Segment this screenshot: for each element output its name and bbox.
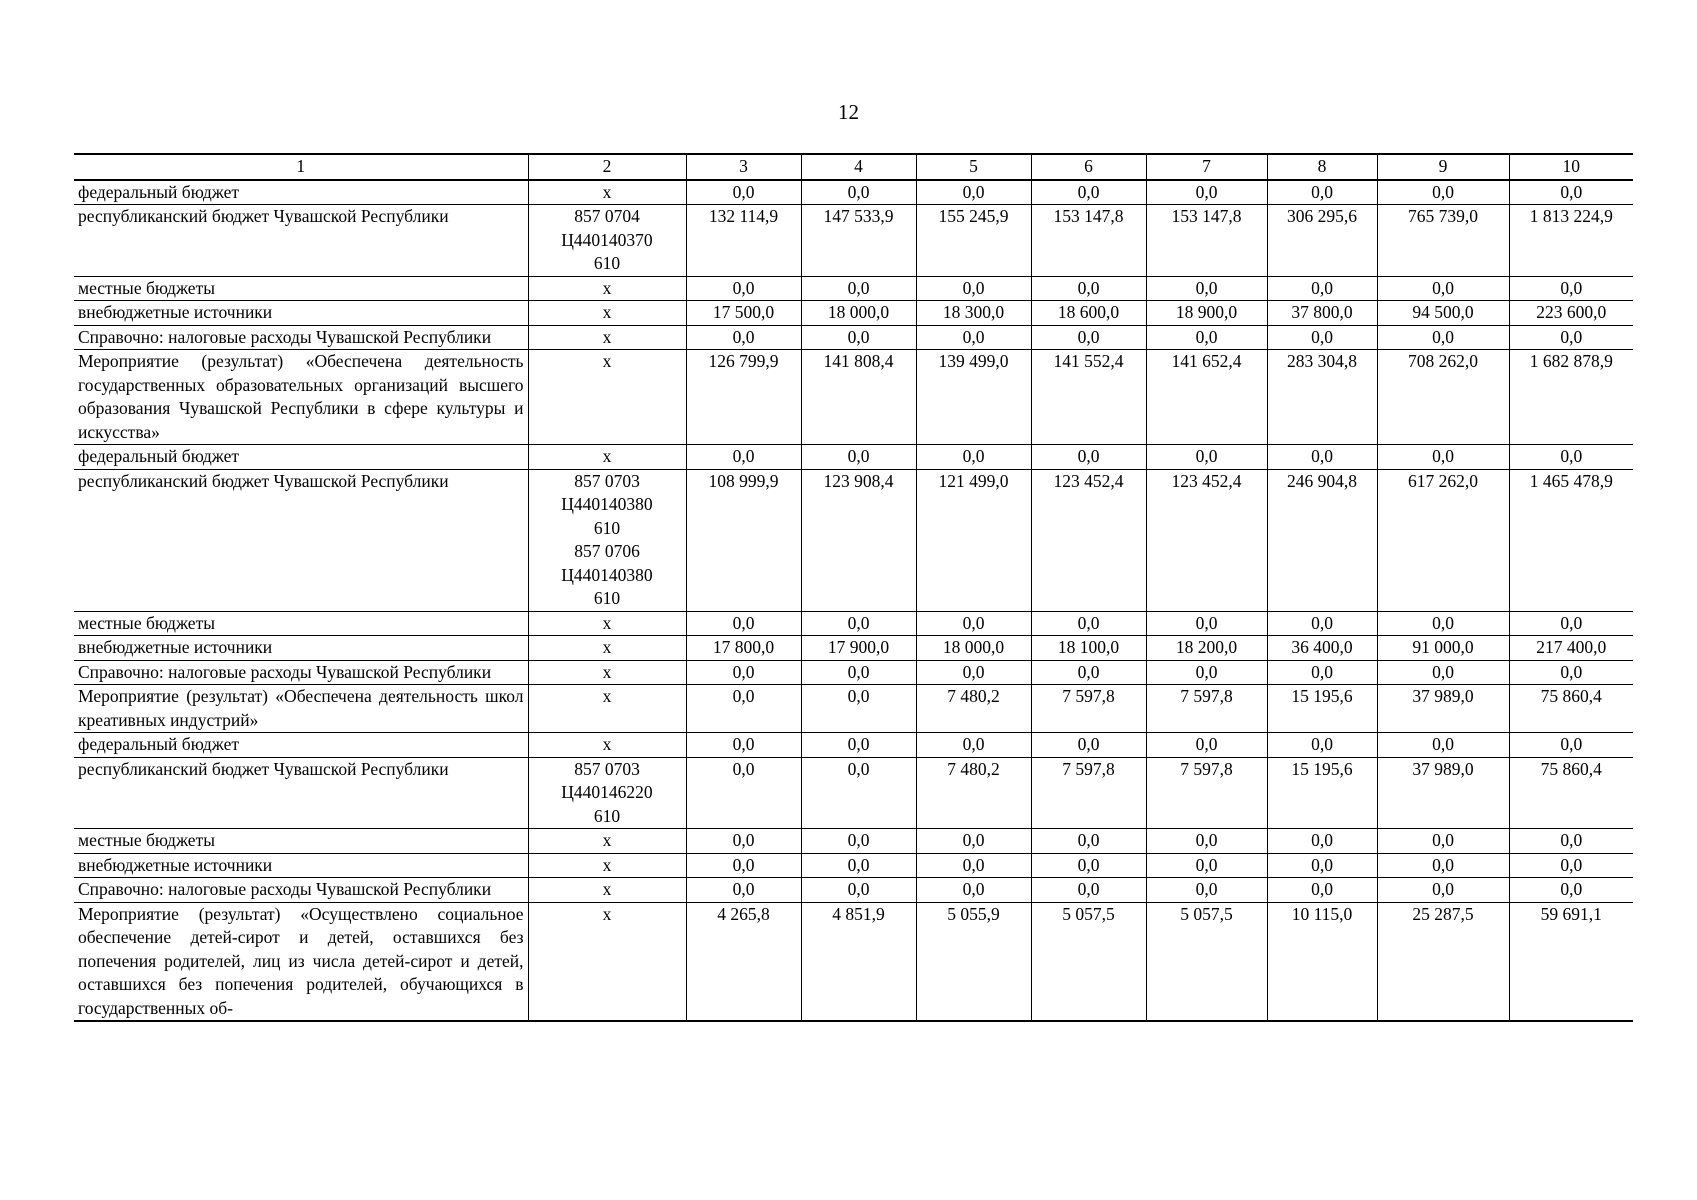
row-code-cell: x xyxy=(528,350,686,445)
table-row xyxy=(74,611,1633,636)
value-cell: 7 597,8 xyxy=(1031,685,1146,733)
value-cell: 0,0 xyxy=(1146,325,1267,350)
value-cell: 0,0 xyxy=(1031,276,1146,301)
row-code-cell: x xyxy=(528,611,686,636)
value-cell: 139 499,0 xyxy=(916,350,1031,445)
row-name-cell: федеральный бюджет xyxy=(74,180,528,205)
value-cell: 37 989,0 xyxy=(1377,685,1509,733)
value-cell: 25 287,5 xyxy=(1377,902,1509,1021)
row-code-cell: x xyxy=(528,276,686,301)
value-cell: 0,0 xyxy=(686,853,801,878)
value-cell: 0,0 xyxy=(916,829,1031,854)
value-cell: 0,0 xyxy=(1267,829,1377,854)
row-name-cell: Мероприятие (результат) «Обеспечена деятельность школ креативных индустрий» xyxy=(74,685,528,733)
value-cell: 0,0 xyxy=(1377,829,1509,854)
value-cell: 0,0 xyxy=(1377,276,1509,301)
table-row xyxy=(74,350,1633,445)
value-cell: 0,0 xyxy=(916,853,1031,878)
value-cell: 153 147,8 xyxy=(1146,205,1267,277)
row-name-cell: внебюджетные источники xyxy=(74,301,528,326)
table-body xyxy=(74,180,1633,1022)
value-cell: 18 300,0 xyxy=(916,301,1031,326)
value-cell: 17 800,0 xyxy=(686,636,801,661)
value-cell: 18 000,0 xyxy=(916,636,1031,661)
value-cell: 617 262,0 xyxy=(1377,469,1509,611)
value-cell: 217 400,0 xyxy=(1509,636,1633,661)
value-cell: 0,0 xyxy=(1377,180,1509,205)
value-cell: 15 195,6 xyxy=(1267,685,1377,733)
value-cell: 10 115,0 xyxy=(1267,902,1377,1021)
header-cell: 1 xyxy=(74,154,528,180)
table-row xyxy=(74,301,1633,326)
value-cell: 108 999,9 xyxy=(686,469,801,611)
value-cell: 0,0 xyxy=(916,611,1031,636)
value-cell: 18 200,0 xyxy=(1146,636,1267,661)
value-cell: 0,0 xyxy=(1509,180,1633,205)
value-cell: 1 682 878,9 xyxy=(1509,350,1633,445)
value-cell: 123 908,4 xyxy=(801,469,916,611)
table-header xyxy=(74,154,1633,180)
value-cell: 126 799,9 xyxy=(686,350,801,445)
value-cell: 0,0 xyxy=(1377,733,1509,758)
value-cell: 0,0 xyxy=(1031,829,1146,854)
row-name-cell: республиканский бюджет Чувашской Республики xyxy=(74,757,528,829)
value-cell: 17 900,0 xyxy=(801,636,916,661)
value-cell: 0,0 xyxy=(1146,660,1267,685)
row-code-cell: x xyxy=(528,180,686,205)
value-cell: 0,0 xyxy=(1267,445,1377,470)
table-row xyxy=(74,902,1633,1021)
value-cell: 5 055,9 xyxy=(916,902,1031,1021)
table-row xyxy=(74,757,1633,829)
value-cell: 0,0 xyxy=(1509,276,1633,301)
value-cell: 765 739,0 xyxy=(1377,205,1509,277)
value-cell: 0,0 xyxy=(1509,325,1633,350)
value-cell: 0,0 xyxy=(801,853,916,878)
value-cell: 0,0 xyxy=(1509,660,1633,685)
table-row xyxy=(74,469,1633,611)
value-cell: 0,0 xyxy=(1377,611,1509,636)
header-cell: 4 xyxy=(801,154,916,180)
value-cell: 0,0 xyxy=(1146,733,1267,758)
value-cell: 0,0 xyxy=(686,878,801,903)
value-cell: 0,0 xyxy=(801,757,916,829)
header-cell: 3 xyxy=(686,154,801,180)
value-cell: 0,0 xyxy=(1146,853,1267,878)
value-cell: 306 295,6 xyxy=(1267,205,1377,277)
value-cell: 0,0 xyxy=(686,685,801,733)
value-cell: 0,0 xyxy=(801,276,916,301)
value-cell: 59 691,1 xyxy=(1509,902,1633,1021)
row-name-cell: внебюджетные источники xyxy=(74,853,528,878)
value-cell: 223 600,0 xyxy=(1509,301,1633,326)
value-cell: 94 500,0 xyxy=(1377,301,1509,326)
row-code-cell: x xyxy=(528,878,686,903)
row-code-cell: x xyxy=(528,301,686,326)
table-row xyxy=(74,636,1633,661)
row-code-cell: x xyxy=(528,733,686,758)
header-cell: 9 xyxy=(1377,154,1509,180)
value-cell: 7 597,8 xyxy=(1146,757,1267,829)
value-cell: 0,0 xyxy=(1377,445,1509,470)
value-cell: 141 552,4 xyxy=(1031,350,1146,445)
value-cell: 0,0 xyxy=(801,180,916,205)
value-cell: 0,0 xyxy=(1267,180,1377,205)
value-cell: 283 304,8 xyxy=(1267,350,1377,445)
value-cell: 132 114,9 xyxy=(686,205,801,277)
value-cell: 0,0 xyxy=(1267,660,1377,685)
row-name-cell: внебюджетные источники xyxy=(74,636,528,661)
row-name-cell: Мероприятие (результат) «Обеспечена деятельность государственных образовательных организаций высшего образования Чувашской Республики в сфере культуры и искусства» xyxy=(74,350,528,445)
value-cell: 0,0 xyxy=(1267,276,1377,301)
value-cell: 0,0 xyxy=(1031,878,1146,903)
table-row xyxy=(74,276,1633,301)
value-cell: 0,0 xyxy=(916,660,1031,685)
value-cell: 0,0 xyxy=(1509,445,1633,470)
value-cell: 0,0 xyxy=(1146,276,1267,301)
header-cell: 10 xyxy=(1509,154,1633,180)
table-row xyxy=(74,878,1633,903)
row-code-cell: 857 0703 Ц440140380 610 857 0706 Ц440140380 610 xyxy=(528,469,686,611)
value-cell: 0,0 xyxy=(1031,325,1146,350)
header-cell: 7 xyxy=(1146,154,1267,180)
value-cell: 75 860,4 xyxy=(1509,757,1633,829)
value-cell: 0,0 xyxy=(686,733,801,758)
value-cell: 0,0 xyxy=(801,878,916,903)
value-cell: 0,0 xyxy=(1509,611,1633,636)
row-code-cell: x xyxy=(528,685,686,733)
value-cell: 0,0 xyxy=(1509,829,1633,854)
value-cell: 18 600,0 xyxy=(1031,301,1146,326)
value-cell: 121 499,0 xyxy=(916,469,1031,611)
value-cell: 0,0 xyxy=(801,611,916,636)
value-cell: 0,0 xyxy=(686,757,801,829)
row-name-cell: Справочно: налоговые расходы Чувашской Республики xyxy=(74,878,528,903)
value-cell: 4 851,9 xyxy=(801,902,916,1021)
value-cell: 0,0 xyxy=(916,733,1031,758)
value-cell: 0,0 xyxy=(1031,445,1146,470)
header-cell: 2 xyxy=(528,154,686,180)
header-cell: 5 xyxy=(916,154,1031,180)
value-cell: 7 480,2 xyxy=(916,757,1031,829)
value-cell: 0,0 xyxy=(1146,878,1267,903)
row-name-cell: федеральный бюджет xyxy=(74,733,528,758)
row-name-cell: федеральный бюджет xyxy=(74,445,528,470)
value-cell: 0,0 xyxy=(1031,180,1146,205)
value-cell: 123 452,4 xyxy=(1031,469,1146,611)
table-row xyxy=(74,180,1633,205)
value-cell: 0,0 xyxy=(686,276,801,301)
row-code-cell: x xyxy=(528,445,686,470)
header-cell: 8 xyxy=(1267,154,1377,180)
value-cell: 0,0 xyxy=(686,325,801,350)
value-cell: 37 989,0 xyxy=(1377,757,1509,829)
value-cell: 0,0 xyxy=(1377,878,1509,903)
value-cell: 0,0 xyxy=(686,829,801,854)
value-cell: 0,0 xyxy=(1509,733,1633,758)
value-cell: 147 533,9 xyxy=(801,205,916,277)
value-cell: 0,0 xyxy=(801,660,916,685)
value-cell: 0,0 xyxy=(1146,180,1267,205)
row-name-cell: республиканский бюджет Чувашской Республики xyxy=(74,205,528,277)
row-code-cell: x xyxy=(528,829,686,854)
table-row xyxy=(74,325,1633,350)
row-code-cell: x xyxy=(528,636,686,661)
value-cell: 0,0 xyxy=(801,325,916,350)
value-cell: 0,0 xyxy=(1267,733,1377,758)
value-cell: 18 900,0 xyxy=(1146,301,1267,326)
header-row xyxy=(74,154,1633,180)
value-cell: 18 000,0 xyxy=(801,301,916,326)
value-cell: 0,0 xyxy=(801,685,916,733)
value-cell: 0,0 xyxy=(686,611,801,636)
value-cell: 1 813 224,9 xyxy=(1509,205,1633,277)
value-cell: 0,0 xyxy=(1509,853,1633,878)
value-cell: 0,0 xyxy=(1267,853,1377,878)
value-cell: 0,0 xyxy=(1377,853,1509,878)
value-cell: 5 057,5 xyxy=(1146,902,1267,1021)
value-cell: 0,0 xyxy=(1146,611,1267,636)
value-cell: 246 904,8 xyxy=(1267,469,1377,611)
table-row xyxy=(74,829,1633,854)
value-cell: 0,0 xyxy=(1031,611,1146,636)
value-cell: 0,0 xyxy=(1377,325,1509,350)
value-cell: 0,0 xyxy=(686,180,801,205)
value-cell: 18 100,0 xyxy=(1031,636,1146,661)
budget-table xyxy=(74,153,1633,1022)
table-row xyxy=(74,685,1633,733)
row-code-cell: x xyxy=(528,853,686,878)
value-cell: 0,0 xyxy=(1377,660,1509,685)
row-code-cell: 857 0704 Ц440140370 610 xyxy=(528,205,686,277)
header-cell: 6 xyxy=(1031,154,1146,180)
value-cell: 0,0 xyxy=(801,829,916,854)
value-cell: 7 597,8 xyxy=(1146,685,1267,733)
value-cell: 0,0 xyxy=(1146,829,1267,854)
value-cell: 17 500,0 xyxy=(686,301,801,326)
value-cell: 37 800,0 xyxy=(1267,301,1377,326)
value-cell: 0,0 xyxy=(801,733,916,758)
table-row xyxy=(74,445,1633,470)
value-cell: 0,0 xyxy=(1031,853,1146,878)
value-cell: 141 652,4 xyxy=(1146,350,1267,445)
page-number: 12 xyxy=(838,100,859,124)
table-row xyxy=(74,660,1633,685)
row-name-cell: местные бюджеты xyxy=(74,611,528,636)
value-cell: 0,0 xyxy=(686,445,801,470)
value-cell: 141 808,4 xyxy=(801,350,916,445)
value-cell: 0,0 xyxy=(686,660,801,685)
value-cell: 36 400,0 xyxy=(1267,636,1377,661)
value-cell: 75 860,4 xyxy=(1509,685,1633,733)
value-cell: 0,0 xyxy=(801,445,916,470)
value-cell: 0,0 xyxy=(916,878,1031,903)
value-cell: 0,0 xyxy=(1267,325,1377,350)
row-name-cell: Справочно: налоговые расходы Чувашской Республики xyxy=(74,325,528,350)
value-cell: 708 262,0 xyxy=(1377,350,1509,445)
row-name-cell: республиканский бюджет Чувашской Республики xyxy=(74,469,528,611)
value-cell: 15 195,6 xyxy=(1267,757,1377,829)
value-cell: 0,0 xyxy=(1267,611,1377,636)
row-code-cell: x xyxy=(528,902,686,1021)
value-cell: 4 265,8 xyxy=(686,902,801,1021)
value-cell: 123 452,4 xyxy=(1146,469,1267,611)
value-cell: 0,0 xyxy=(1031,733,1146,758)
table-row xyxy=(74,733,1633,758)
row-code-cell: x xyxy=(528,660,686,685)
row-code-cell: x xyxy=(528,325,686,350)
value-cell: 0,0 xyxy=(1267,878,1377,903)
table-row xyxy=(74,205,1633,277)
value-cell: 1 465 478,9 xyxy=(1509,469,1633,611)
value-cell: 5 057,5 xyxy=(1031,902,1146,1021)
row-name-cell: местные бюджеты xyxy=(74,276,528,301)
value-cell: 7 480,2 xyxy=(916,685,1031,733)
row-name-cell: местные бюджеты xyxy=(74,829,528,854)
row-name-cell: Справочно: налоговые расходы Чувашской Республики xyxy=(74,660,528,685)
value-cell: 0,0 xyxy=(916,276,1031,301)
table-row xyxy=(74,853,1633,878)
value-cell: 0,0 xyxy=(916,445,1031,470)
value-cell: 0,0 xyxy=(1146,445,1267,470)
value-cell: 0,0 xyxy=(916,180,1031,205)
value-cell: 7 597,8 xyxy=(1031,757,1146,829)
value-cell: 153 147,8 xyxy=(1031,205,1146,277)
value-cell: 91 000,0 xyxy=(1377,636,1509,661)
value-cell: 0,0 xyxy=(1031,660,1146,685)
row-code-cell: 857 0703 Ц440146220 610 xyxy=(528,757,686,829)
value-cell: 155 245,9 xyxy=(916,205,1031,277)
value-cell: 0,0 xyxy=(916,325,1031,350)
row-name-cell: Мероприятие (результат) «Осуществлено социальное обеспечение детей-сирот и детей, оставшихся без попечения родителей, лиц из числа детей-сирот и детей, оставшихся без попечения родителей, обучающихся в государственных об- xyxy=(74,902,528,1021)
value-cell: 0,0 xyxy=(1509,878,1633,903)
